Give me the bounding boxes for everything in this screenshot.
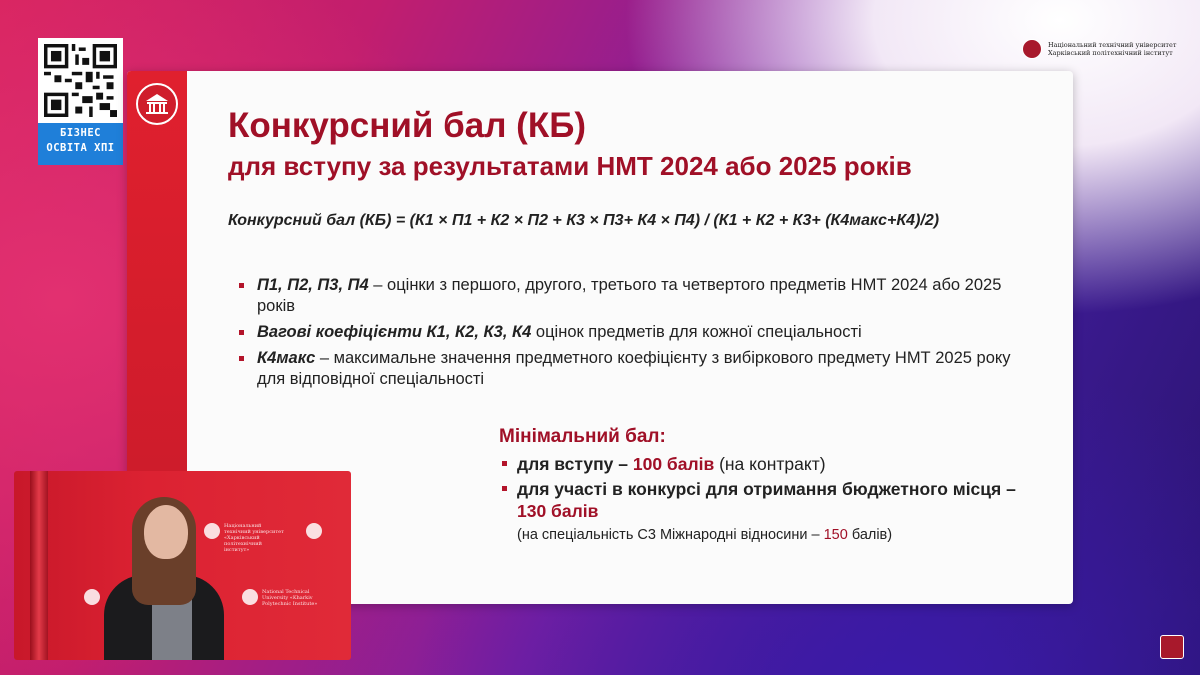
slide-subtitle: для вступу за результатами НМТ 2024 або 2025 років xyxy=(228,151,912,181)
speaker-face xyxy=(144,505,188,559)
university-header xyxy=(1022,38,1176,60)
definition-text: оцінок предметів для кожної спеціальності xyxy=(531,323,862,341)
backdrop-logo-icon xyxy=(204,523,220,539)
qr-label-line2: ОСВІТА ХПІ xyxy=(46,142,115,154)
definition-term: Вагові коефіцієнти К1, К2, К3, К4 xyxy=(257,323,532,341)
minimum-score-block xyxy=(499,425,1039,545)
minimum-score-item xyxy=(499,478,1039,522)
minimum-item1-prefix: для вступу – xyxy=(517,454,633,474)
university-emblem-icon xyxy=(1022,39,1042,59)
definition-term: К4макс xyxy=(257,349,316,367)
university-name-line2: Харківський політехнічний інститут xyxy=(1048,49,1173,57)
note-prefix: (на спеціальність С3 Міжнародні відносини – xyxy=(517,527,824,543)
webcam-video[interactable] xyxy=(14,471,351,660)
building-icon xyxy=(143,90,171,118)
definition-item xyxy=(237,348,1027,390)
backdrop-logo-icon xyxy=(84,589,100,605)
note-value: 150 xyxy=(823,527,848,543)
minimum-item2-value: 130 балів xyxy=(517,501,599,521)
university-name xyxy=(1048,41,1176,57)
note-suffix: балів) xyxy=(847,527,893,543)
minimum-item1-suffix: (на контракт) xyxy=(714,454,826,474)
definition-item xyxy=(237,322,1027,343)
definitions-list xyxy=(237,275,1027,395)
minimum-score-note xyxy=(499,525,1039,545)
definition-item xyxy=(237,275,1027,317)
minimum-score-item xyxy=(499,453,1039,475)
backdrop-logo-icon xyxy=(242,589,258,605)
qr-code-image xyxy=(38,38,123,123)
backdrop-logo-icon xyxy=(306,523,322,539)
qr-label xyxy=(38,126,123,156)
slide-title: Конкурсний бал (КБ) xyxy=(228,106,587,145)
qr-label-line1: БІЗНЕС xyxy=(60,127,101,139)
channel-watermark-icon[interactable] xyxy=(1160,635,1184,659)
university-name-line1: Національний технічний університет xyxy=(1048,41,1177,49)
minimum-score-title: Мінімальний бал: xyxy=(499,426,666,447)
minimum-item2-prefix: для участі в конкурсі для отримання бюджетного місця – xyxy=(517,479,1016,499)
minimum-item1-value: 100 балів xyxy=(632,454,715,474)
definition-text: – оцінки з першого, другого, третього та четвертого предметів НМТ 2024 або 2025 років xyxy=(257,276,1002,315)
minimum-score-list xyxy=(499,453,1039,522)
definition-text: – максимальне значення предметного коефіцієнту з вибіркового предмету НМТ 2025 року для відповідної спеціальності xyxy=(257,349,1011,388)
backdrop-pole xyxy=(30,471,48,660)
backdrop-text-en: National Technical University «Kharkiv Polytechnic Institute» xyxy=(262,589,318,607)
university-logo-icon xyxy=(136,83,178,125)
qr-code-badge xyxy=(38,38,123,165)
score-formula: Конкурсний бал (КБ) = (К1 × П1 + К2 × П2 + К3 × П3+ К4 × П4) / (К1 + К2 + К3+ (К4макс+К4)/2) xyxy=(228,212,940,229)
backdrop-text-ua: Національний технічний університет «Харківський політехнічний інститут» xyxy=(224,523,284,553)
definition-term: П1, П2, П3, П4 xyxy=(257,276,369,294)
qr-pattern xyxy=(44,44,117,117)
